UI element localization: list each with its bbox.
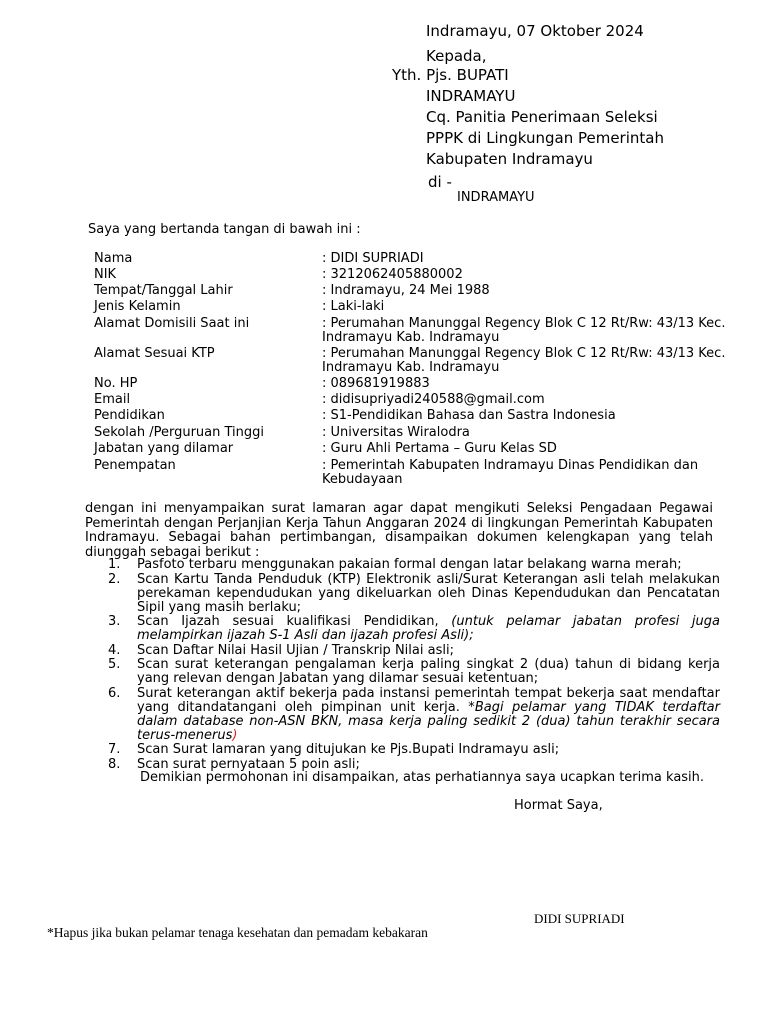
- list-item-text: Scan surat keterangan pengalaman kerja paling singkat 2 (dua) tahun di bidang kerja yang relevan dengan Jabatan yang dilamar sesuai ketentuan;: [137, 657, 720, 686]
- field-value-pendidikan: : S1-Pendidikan Bahasa dan Sastra Indonesia: [322, 408, 616, 423]
- field-label-jabatan: Jabatan yang dilamar: [94, 441, 234, 456]
- field-label-sekolah: Sekolah /Perguruan Tinggi: [94, 425, 265, 440]
- footnote: *Hapus jika bukan pelamar tenaga kesehatan dan pemadam kebakaran: [47, 925, 428, 940]
- signature-name: DIDI SUPRIADI: [534, 911, 625, 926]
- recipient-city: INDRAMAYU: [426, 87, 516, 105]
- list-item-number: 3.: [108, 614, 121, 629]
- list-item-text: Pasfoto terbaru menggunakan pakaian formal dengan latar belakang warna merah;: [137, 557, 682, 572]
- document-list: [100, 558, 720, 772]
- list-item-note: (untuk pelamar jabatan profesi juga melampirkan ijazah S-1 Asli dan ijazah profesi Asli);: [137, 614, 720, 643]
- field-value-alamat-ktp-line2: Indramayu Kab. Indramayu: [322, 360, 500, 375]
- body-paragraph: dengan ini menyampaikan surat lamaran agar dapat mengikuti Seleksi Pengadaan Pegawai Pemerintah dengan Perjanjian Kerja Tahun Anggaran 2024 di lingkungan Pemerintah Kabupaten Indramayu. Sebagai bahan pertimbangan, disampaikan dokumen kelengkapan yang telah diunggah sebagai berikut :: [85, 501, 713, 560]
- field-label-no-hp: No. HP: [94, 376, 138, 391]
- list-item: [100, 573, 720, 615]
- list-item-text: Scan Surat lamaran yang ditujukan ke Pjs.Bupati Indramayu asli;: [137, 742, 560, 757]
- recipient-cq-line2: PPPK di Lingkungan Pemerintah: [426, 129, 664, 147]
- list-item-note: Bagi pelamar yang TIDAK terdaftar dalam database non-ASN BKN, masa kerja paling sedikit 2 (dua) tahun terakhir secara terus-menerus: [137, 699, 720, 743]
- recipient-cq-line3: Kabupaten Indramayu: [426, 150, 593, 168]
- recipient-title: Yth. Pjs. BUPATI: [392, 66, 509, 84]
- field-value-alamat-domisili: : Perumahan Manunggal Regency Blok C 12 Rt/Rw: 43/13 Kec.: [322, 316, 726, 331]
- field-label-ttl: Tempat/Tanggal Lahir: [94, 283, 233, 298]
- list-item: [100, 644, 720, 658]
- list-item-number: 1.: [108, 557, 121, 572]
- letter-date: Indramayu, 07 Oktober 2024: [426, 22, 644, 40]
- field-label-nik: NIK: [94, 267, 117, 282]
- field-label-alamat-domisili: Alamat Domisili Saat ini: [94, 316, 250, 331]
- field-value-penempatan: : Pemerintah Kabupaten Indramayu Dinas Pendidikan dan: [322, 458, 699, 473]
- list-item-text: Scan Kartu Tanda Penduduk (KTP) Elektronik asli/Surat Keterangan asli telah melakukan perekaman kependudukan yang dikeluarkan oleh Dinas Kependudukan dan Pencatatan Sipil yang masih berlaku;: [137, 571, 720, 615]
- list-item-text: Scan Daftar Nilai Hasil Ujian / Transkrip Nilai asli;: [137, 642, 454, 658]
- list-item-number: 6.: [108, 685, 121, 701]
- field-value-jenis-kelamin: : Laki-laki: [322, 299, 385, 314]
- recipient-city-2: INDRAMAYU: [457, 190, 535, 205]
- regards: Hormat Saya,: [514, 798, 603, 813]
- list-item: [100, 658, 720, 686]
- field-value-nik: : 3212062405880002: [322, 267, 463, 282]
- list-item-number: 4.: [108, 642, 121, 658]
- list-item: [100, 558, 720, 572]
- list-item-number: 8.: [108, 756, 121, 772]
- list-item-number: 7.: [108, 742, 121, 757]
- field-label-jenis-kelamin: Jenis Kelamin: [94, 299, 181, 314]
- intro-line: Saya yang bertanda tangan di bawah ini :: [88, 222, 361, 237]
- list-item: [100, 687, 720, 743]
- list-item: [100, 615, 720, 643]
- field-value-ttl: : Indramayu, 24 Mei 1988: [322, 283, 490, 298]
- field-label-email: Email: [94, 392, 131, 407]
- list-item-number: 5.: [108, 657, 121, 672]
- recipient-kepada: Kepada,: [426, 47, 487, 65]
- field-value-alamat-domisili-line2: Indramayu Kab. Indramayu: [322, 330, 500, 345]
- closing-line: Demikian permohonan ini disampaikan, atas perhatiannya saya ucapkan terima kasih.: [140, 770, 705, 785]
- list-item-paren: ): [232, 727, 238, 743]
- list-item-text: Surat keterangan aktif bekerja pada instansi pemerintah tempat bekerja saat mendaftar yang ditandatangani oleh pimpinan unit kerja. *: [137, 685, 720, 715]
- field-label-alamat-ktp: Alamat Sesuai KTP: [94, 346, 215, 361]
- list-item-text: Scan Ijazah sesuai kualifikasi Pendidikan,: [137, 614, 439, 629]
- field-label-penempatan: Penempatan: [94, 458, 176, 473]
- field-value-email: : didisupriyadi240588@gmail.com: [322, 392, 545, 407]
- field-value-alamat-ktp: : Perumahan Manunggal Regency Blok C 12 Rt/Rw: 43/13 Kec.: [322, 346, 726, 361]
- recipient-di: di -: [428, 173, 452, 191]
- field-label-nama: Nama: [94, 251, 133, 266]
- field-value-penempatan-line2: Kebudayaan: [322, 472, 403, 487]
- field-value-no-hp: : 089681919883: [322, 376, 430, 391]
- field-value-sekolah: : Universitas Wiralodra: [322, 425, 470, 440]
- list-item-text: Scan surat pernyataan 5 poin asli;: [137, 756, 360, 772]
- field-value-nama: : DIDI SUPRIADI: [322, 251, 424, 266]
- list-item: [100, 743, 720, 757]
- field-label-pendidikan: Pendidikan: [94, 408, 165, 423]
- list-item-number: 2.: [108, 571, 121, 587]
- field-value-jabatan: : Guru Ahli Pertama – Guru Kelas SD: [322, 441, 557, 456]
- recipient-cq-line1: Cq. Panitia Penerimaan Seleksi: [426, 108, 658, 126]
